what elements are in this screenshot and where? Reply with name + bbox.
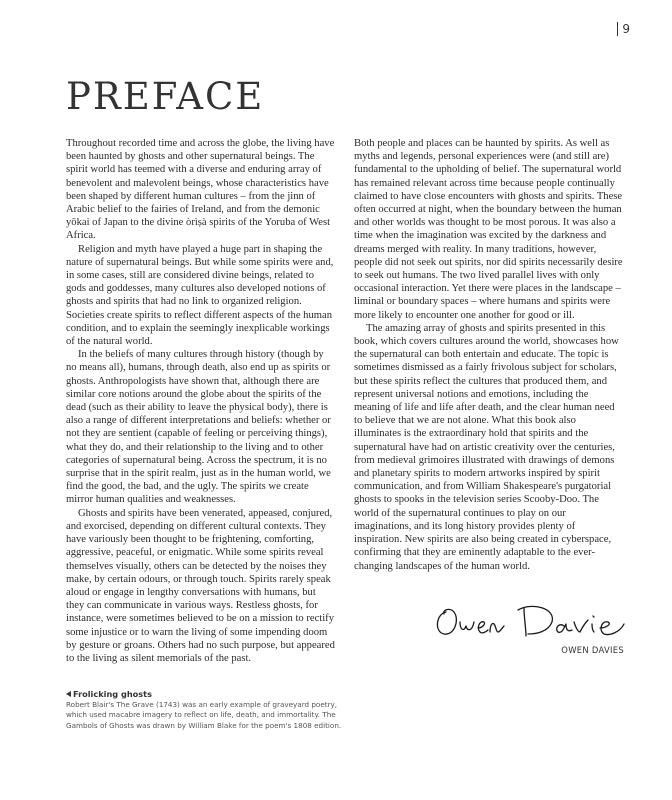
author-signature [432, 598, 628, 644]
paragraph: Religion and myth have played a huge part in shaping the nature of supernatural beings. But while some spirits were and, in some cases, still are considered divine beings, related to gods and goddesses, many cultures also developed notions of ghosts and spirits that had no link to organized religion. Societies create spirits to reflect different aspects of the human condition, and to explain the seemingly inexplicable workings of the natural world. [66, 243, 334, 348]
caption-title [66, 689, 346, 699]
folio-divider [617, 22, 618, 36]
author-name: OWEN DAVIES [561, 645, 624, 655]
page-title: PREFACE [66, 75, 265, 118]
page-number-text: 9 [622, 22, 630, 36]
left-arrow-icon [66, 691, 71, 697]
left-column [66, 137, 336, 665]
paragraph: In the beliefs of many cultures through history (though by no means all), humans, through death, also end up as spirits or ghosts. Anthropologists have shown that, although there are similar core notions around the globe about the spirits of the dead (such as their ability to leave the physical body), there is also a range of different interpretations and beliefs: whether or not they are sentient (capable of feeling or perceiving things), what they do, and their relationship to the living and to other categories of supernatural being. Across the spectrum, it is no surprise that in the spirit realm, just as in the human world, we find the good, the bad, and the ugly. The spirits we create mirror human qualities and weaknesses. [66, 349, 331, 506]
paragraph: Ghosts and spirits have been venerated, appeased, conjured, and exorcised, depending on different cultural contexts. They have variously been thought to be frightening, comforting, aggressive, peaceful, or enigmatic. While some spirits reveal themselves visually, others can be detected by the noises they make, by certain odours, or through touch. Spirits rarely speak aloud or engage in lengthy conversations with humans, but they can communicate in various ways. Restless ghosts, for instance, were sometimes believed to be on a mission to rectify some injustice or to warn the living of some impending doom by gesture or groans. Others had no such purpose, but appeared to the living as silent memorials of the past. [66, 507, 335, 664]
right-column [354, 137, 624, 573]
paragraph: Throughout recorded time and across the globe, the living have been haunted by ghosts and other supernatural beings. The spirit world has teemed with a diverse and enduring array of benevolent and malevolent beings, whose characteristics have been shaped by different human cultures – from the jinn of Arabic belief to the fairies of Ireland, and from the demonic yōkai of Japan to the divine òrìṣà spirits of the Yoruba of West Africa. [66, 138, 335, 242]
paragraph: The amazing array of ghosts and spirits presented in this book, which covers cultures around the world, showcases how the supernatural can both entertain and educate. The topic is sometimes dismissed as a fairly frivolous subject for scholars, but these spirits reflect the cultures that produced them, and represent universal notions and emotions, including the meaning of life and life after death, and the clear human need to believe that we are not alone. What this book also illuminates is the extraordinary hold that spirits and the supernatural have had on artistic creativity over the centuries, from medieval grimoires illustrated with drawings of demons and planetary spirits to modern artworks inspired by spirit communication, and from William Shakespeare's purgatorial ghosts to spooks in the television series Scooby-Doo. The world of the supernatural continues to play on our imaginations, and its long history provides plenty of inspiration. New spirits are also being created in cyberspace, confirming that they are eminently adaptable to the ever-changing landscapes of the human world. [354, 322, 619, 572]
caption-text: Robert Blair's The Grave (1743) was an early example of graveyard poetry, which used macabre imagery to reflect on life, death, and immortality. The Gambols of Ghosts was drawn by William Blake for the poem's 1808 edition. [66, 700, 342, 730]
caption-title-text: Frolicking ghosts [73, 689, 152, 699]
image-caption [66, 689, 346, 731]
paragraph: Both people and places can be haunted by spirits. As well as myths and legends, personal experiences were (and still are) fundamental to the upholding of belief. The supernatural world has remained relevant across time because people continually claimed to have close encounters with ghosts and spirits. These often occurred at night, when the boundary between the human and other worlds was thought to be most porous. It was also a time when the imagination was excited by the darkness and dreams merged with reality. In many traditions, however, people did not seek out spirits, nor did spirits necessarily desire to seek out humans. The two lived parallel lives with only occasional interaction. Yet there were places in the landscape – liminal or boundary spaces – where humans and spirits were more likely to encounter one another for good or ill. [354, 138, 623, 321]
page-number [617, 22, 630, 36]
